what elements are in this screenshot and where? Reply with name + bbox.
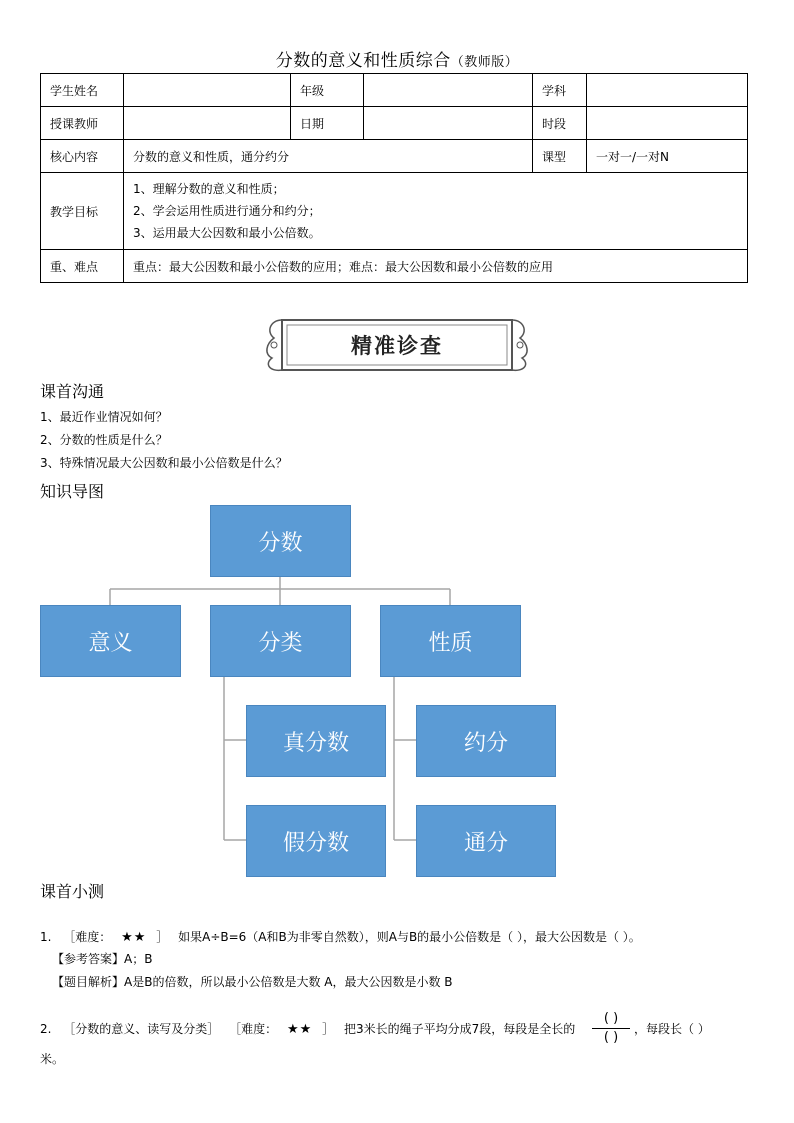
- question-tags: ［分数的意义、读写及分类］: [63, 1022, 220, 1036]
- mindmap-root-node: 分数: [210, 505, 351, 577]
- answer-label: 【参考答案】: [52, 952, 125, 966]
- mindmap-category-node: 分类: [210, 605, 351, 677]
- period-value: [587, 107, 748, 140]
- core-label: 核心内容: [41, 140, 124, 173]
- type-label: 课型: [533, 140, 587, 173]
- goal-label: 教学目标: [41, 173, 124, 250]
- document-title: [0, 46, 794, 71]
- fraction-denominator-blank: ( ): [603, 1030, 619, 1045]
- key-label: 重、难点: [41, 250, 124, 283]
- question-text: 如果A÷B=6（A和B为非零自然数），则A与B的最小公倍数是（ ），最大公因数是（ ）。: [178, 930, 641, 944]
- question-number: 2.: [40, 1022, 52, 1036]
- goal-item: 2、学会运用性质进行通分和约分；: [133, 204, 321, 218]
- fraction-bar: [592, 1028, 630, 1029]
- core-value: 分数的意义和性质，通分约分: [124, 140, 533, 173]
- difficulty-close: ］: [156, 930, 169, 944]
- teacher-value: [124, 107, 291, 140]
- section-banner: [262, 314, 532, 376]
- analysis-label: 【题目解析】: [52, 975, 125, 989]
- difficulty-stars: ★★: [121, 930, 147, 945]
- teacher-label: 授课教师: [41, 107, 124, 140]
- student-name-label: 学生姓名: [41, 74, 124, 107]
- title-subtitle: （教师版）: [450, 55, 519, 70]
- difficulty-stars: ★★: [286, 1022, 313, 1037]
- goal-item: 1、理解分数的意义和性质；: [133, 182, 285, 196]
- quiz-heading: 课首小测: [40, 882, 105, 901]
- question-2-unit: 米。: [40, 1052, 65, 1066]
- mindmap-reduce-node: 约分: [416, 705, 556, 777]
- mindmap-property-node: 性质: [380, 605, 521, 677]
- fraction-numerator-blank: ( ): [603, 1011, 619, 1026]
- student-name-value: [124, 74, 291, 107]
- lesson-info-table: [40, 73, 748, 283]
- question-text: 把3米长的绳子平均分成7段，每段是全长的: [343, 1022, 576, 1036]
- goal-list: [124, 173, 748, 250]
- mindmap-heading: 知识导图: [40, 482, 105, 501]
- subject-label: 学科: [533, 74, 587, 107]
- grade-value: [364, 74, 533, 107]
- difficulty-label: ［难度：: [63, 930, 112, 944]
- answer-text: A；B: [124, 952, 153, 966]
- difficulty-close: ］: [322, 1022, 335, 1036]
- question-2-continuation: ，每段长（ ）: [634, 1022, 710, 1036]
- banner-text: 精准诊查: [351, 334, 443, 358]
- knowledge-mindmap: [0, 500, 794, 880]
- mindmap-improper-fraction-node: 假分数: [246, 805, 386, 877]
- mindmap-meaning-node: 意义: [40, 605, 181, 677]
- question-1-analysis: [52, 973, 453, 990]
- question-1-answer: [52, 950, 152, 967]
- period-label: 时段: [533, 107, 587, 140]
- blank-fraction: [592, 1011, 630, 1046]
- mindmap-proper-fraction-node: 真分数: [246, 705, 386, 777]
- mindmap-connectors: [0, 500, 794, 880]
- question-2: [40, 1020, 575, 1037]
- difficulty-label: ［难度：: [229, 1022, 278, 1036]
- communication-item: 3、特殊情况最大公因数和最小公倍数是什么？: [40, 456, 288, 470]
- communication-heading: 课首沟通: [40, 382, 105, 401]
- key-value: 重点：最大公因数和最小公倍数的应用；难点：最大公因数和最小公倍数的应用: [124, 250, 748, 283]
- date-label: 日期: [291, 107, 364, 140]
- goal-item: 3、运用最大公因数和最小公倍数。: [133, 226, 321, 240]
- grade-label: 年级: [291, 74, 364, 107]
- communication-item: 2、分数的性质是什么？: [40, 433, 168, 447]
- type-value: 一对一/一对N: [587, 140, 748, 173]
- title-main: 分数的意义和性质综合: [275, 51, 451, 71]
- mindmap-common-denominator-node: 通分: [416, 805, 556, 877]
- question-number: 1.: [40, 930, 52, 944]
- analysis-text: A是B的倍数，所以最小公倍数是大数 A，最大公因数是小数 B: [124, 975, 453, 989]
- date-value: [364, 107, 533, 140]
- communication-item: 1、最近作业情况如何？: [40, 410, 168, 424]
- question-1: [40, 928, 641, 945]
- subject-value: [587, 74, 748, 107]
